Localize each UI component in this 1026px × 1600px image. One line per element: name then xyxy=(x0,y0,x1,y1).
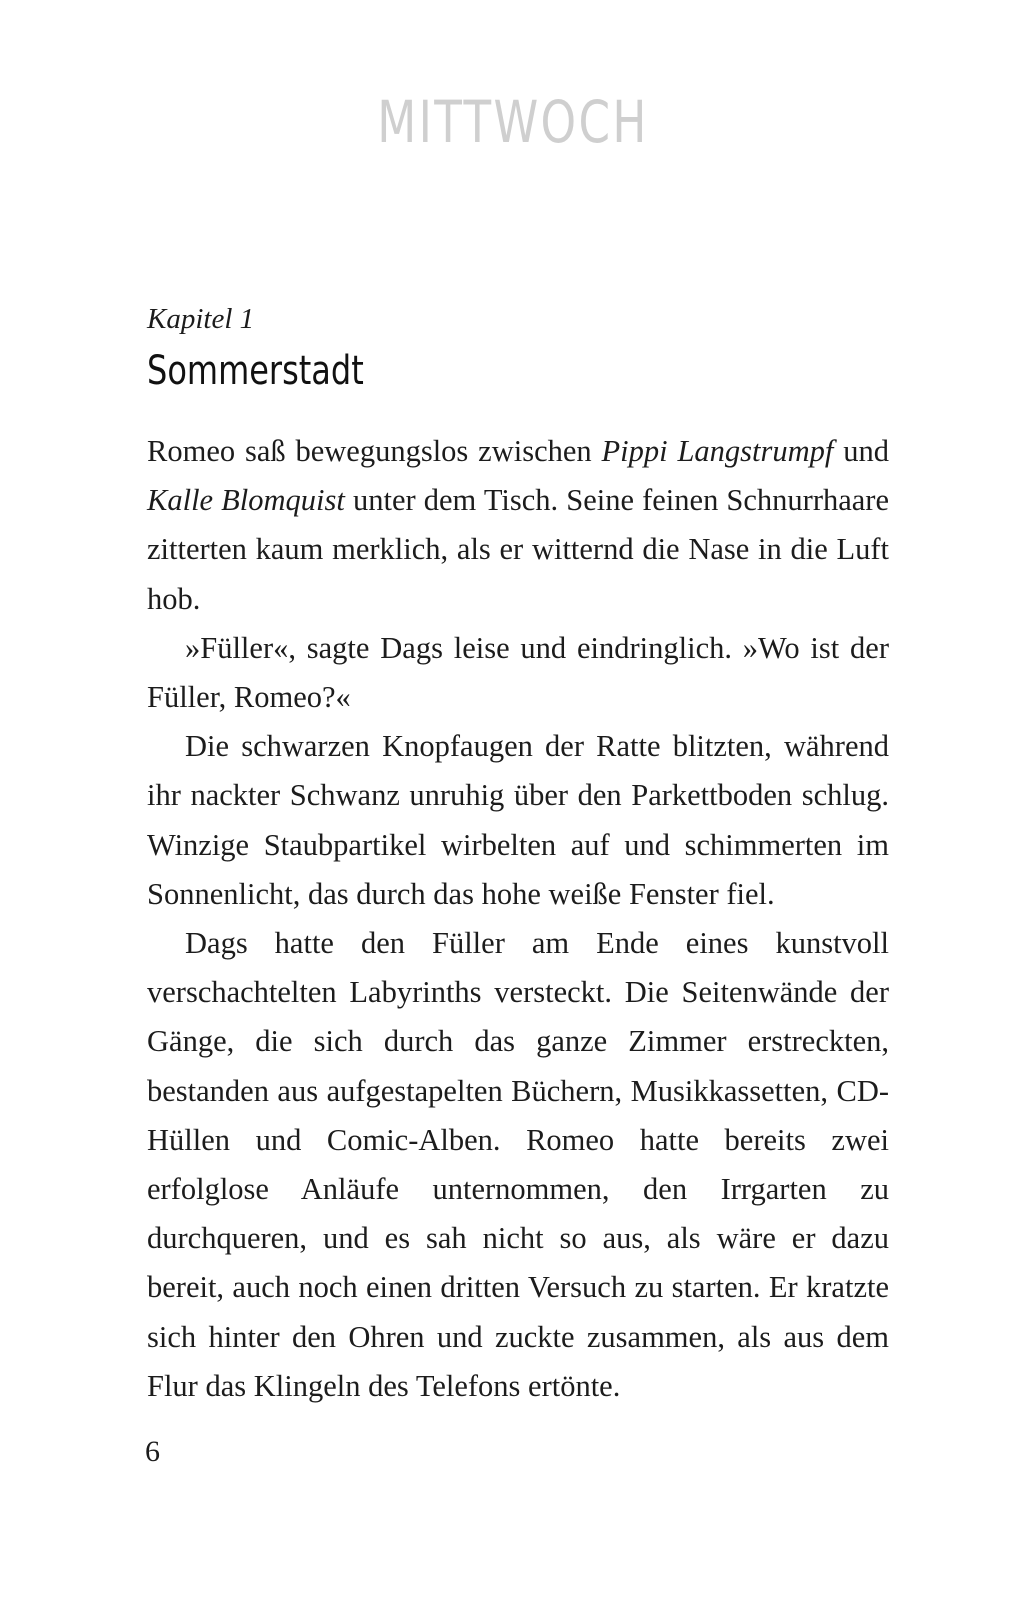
book-title-italic: Pippi Langstrumpf xyxy=(601,434,834,468)
paragraph xyxy=(147,624,889,722)
chapter-label: Kapitel 1 xyxy=(147,303,255,335)
text-run: »Füller«, sagte Dags leise und eindringlich. »Wo ist der Füller, Romeo?« xyxy=(147,630,889,715)
book-title-italic: Kalle Blomquist xyxy=(147,483,345,518)
paragraph xyxy=(147,919,889,1411)
text-run: Die schwarzen Knopfaugen der Ratte blitzten, während ihr nackter Schwanz unruhig über den Parkettboden schlug. Winzige Staubpartikel wirbelten auf und schimmerten im Sonnenlicht, das durch das hohe weiße Fenster fiel. xyxy=(147,729,889,911)
text-run: Dags hatte den Füller am Ende eines kunstvoll verschachtelten Labyrinths versteckt. Die Seitenwände der Gänge, die sich durch das ganze Zimmer erstreckten, bestanden aus aufgestapelten Büchern, Musikkassetten, CD-Hüllen und Comic-Alben. Romeo hatte bereits zwei erfolglose Anläufe unternommen, den Irrgarten zu durchqueren, und es sah nicht so aus, als wäre er dazu bereit, auch noch einen dritten Versuch zu starten. Er kratzte sich hinter den Ohren und zuckte zusammen, als aus dem Flur das Klingeln des Telefons ertönte. xyxy=(147,926,889,1403)
chapter-body-text xyxy=(147,427,889,1411)
running-header: MITTWOCH xyxy=(377,88,649,156)
text-run: unter dem Tisch. Seine feinen Schnurrhaare zitterten kaum merklich, als er witternd die Nase in die Luft hob. xyxy=(147,483,889,616)
paragraph xyxy=(147,427,889,624)
paragraph xyxy=(147,722,889,919)
text-run: Romeo saß bewegungslos zwischen xyxy=(147,434,602,468)
chapter-title: Sommerstadt xyxy=(147,348,364,394)
text-run: und xyxy=(833,434,890,468)
page-number: 6 xyxy=(145,1435,160,1468)
